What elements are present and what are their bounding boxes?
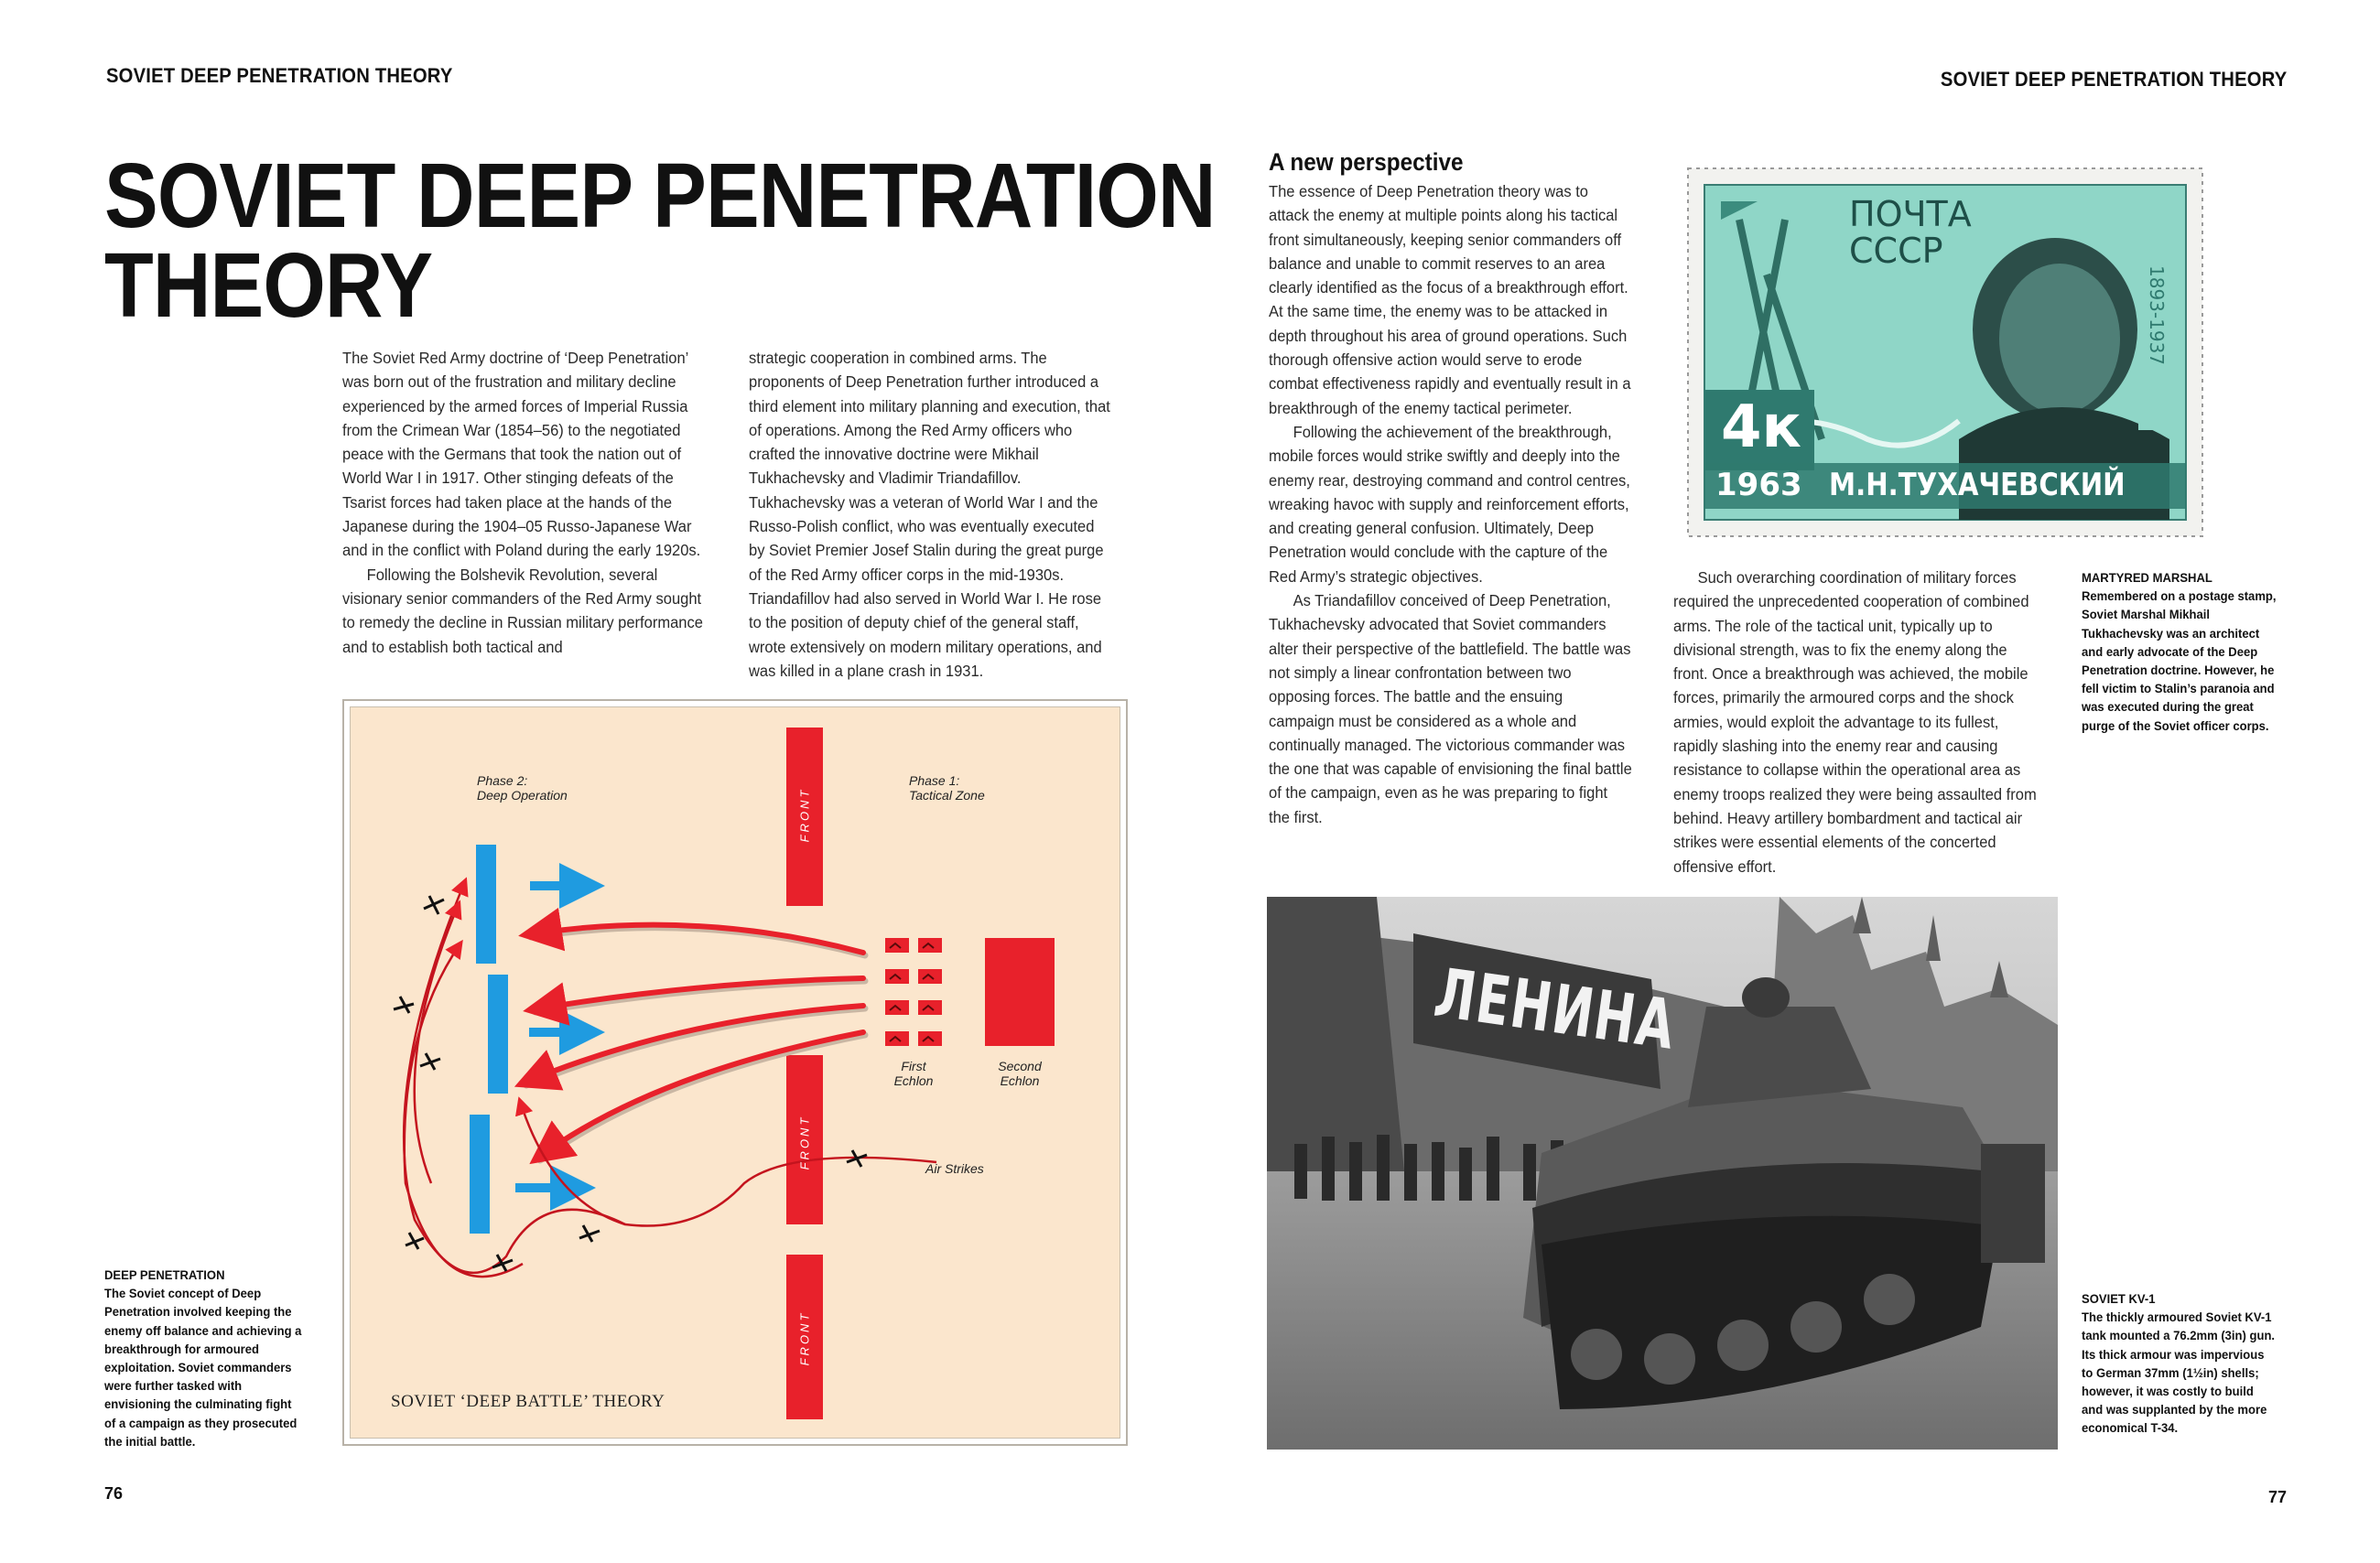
front-label-bottom: FRONT bbox=[797, 1310, 812, 1366]
lenin-banner: ЛЕНИНА bbox=[1430, 954, 1681, 1065]
caption-text: The Soviet concept of Deep Penetration involved keeping the enemy off balance and achieving a breakthrough for armoured exploitation. Soviet commanders were further tasked with envisioning the culminating fight of a campaign as they prosecuted the initial battle. bbox=[104, 1287, 302, 1450]
front-label-middle: FRONT bbox=[797, 1115, 812, 1170]
stamp-dates: 1893-1937 bbox=[2146, 265, 2168, 366]
caption-deep-penetration bbox=[104, 1267, 303, 1451]
left-column-1 bbox=[342, 346, 708, 659]
paragraph: Such overarching coordination of military forces required the unprecedented cooperation of combined arms. The role of the tactical unit, typically up to divisional strength, was to fix the enemy along the front. Once a breakthrough was achieved, the mobile forces, primarily the armoured corps and the shock armies, would exploit the advantage to its fullest, rapidly slashing into the enemy rear and causing resistance to collapse within the operational area as enemy troops realized they were being assaulted from behind. Heavy artillery bombardment and tactical air strikes were essential elements of the concerted offensive effort. bbox=[1673, 568, 2037, 876]
blue-bar-1 bbox=[476, 845, 496, 964]
diagram-canvas bbox=[350, 706, 1120, 1439]
stamp-name: М.Н.ТУХАЧЕВСКИЙ bbox=[1829, 467, 2126, 503]
paragraph: Following the achievement of the breakthrough, mobile forces would strike swiftly and deeply into the enemy rear, destroying command and control centres, wreaking havoc with supply and reinforcement efforts, and creating general confusion. Ultimately, Deep Penetration would conclude with the capture of the Red Army’s strategic objectives. bbox=[1269, 422, 1630, 586]
phase2-label: Phase 2: Deep Operation bbox=[477, 773, 568, 803]
running-head-left: SOVIET DEEP PENETRATION THEORY bbox=[106, 64, 453, 87]
running-head-right: SOVIET DEEP PENETRATION THEORY bbox=[1940, 68, 2287, 91]
postage-stamp bbox=[1684, 165, 2206, 540]
photo-graphic bbox=[1267, 897, 2058, 1450]
second-echelon-block bbox=[985, 938, 1055, 1046]
left-column-2 bbox=[749, 346, 1114, 683]
stamp-year: 1963 bbox=[1715, 467, 1802, 503]
front-label-top: FRONT bbox=[797, 787, 812, 843]
title-line-2: THEORY bbox=[104, 234, 433, 337]
caption-title: SOVIET KV-1 bbox=[2082, 1292, 2156, 1307]
phase1-label: Phase 1: Tactical Zone bbox=[909, 773, 985, 803]
caption-text: The thickly armoured Soviet KV-1 tank mounted a 76.2mm (3in) gun. Its thick armour was impervious to German 37mm (1½in) shells; however, it was costly to build and was supplanted by the more economical T-34. bbox=[2082, 1310, 2276, 1437]
diagram-title: SOVIET ‘DEEP BATTLE’ THEORY bbox=[391, 1392, 665, 1411]
title-line-1: SOVIET DEEP PENETRATION bbox=[104, 145, 1216, 247]
caption-title: MARTYRED MARSHAL bbox=[2082, 571, 2212, 586]
deep-battle-diagram bbox=[342, 699, 1128, 1446]
caption-title: DEEP PENETRATION bbox=[104, 1268, 225, 1283]
paragraph: strategic cooperation in combined arms. The proponents of Deep Penetration further introduced a third element into military planning and execution, that of operations. Among the Red Army officers who crafted the innovative doctrine were Mikhail Tukhachevsky and Vladimir Triandafillov. Tukhachevsky was a veteran of World War I and the Russo-Polish conflict, who was eventually executed by Soviet Premier Josef Stalin during the great purge of the Red Army officer corps in the mid-1930s. Triandafillov had also served in World War I. He rose to the position of deputy chief of the general staff, wrote extensively on modern military operations, and was killed in a plane crash in 1931. bbox=[749, 349, 1110, 680]
air-strikes-label: Air Strikes bbox=[925, 1161, 984, 1176]
stamp-value: 4к bbox=[1721, 393, 1801, 461]
paragraph: Following the Bolshevik Revolution, several visionary senior commanders of the Red Army sought to remedy the decline in Russian military performance and to establish both tactical and bbox=[342, 565, 703, 656]
blue-bar-2 bbox=[488, 975, 508, 1094]
right-column-2 bbox=[1673, 566, 2039, 879]
caption-text: Remembered on a postage stamp, Soviet Marshal Mikhail Tukhachevsky was an architect and early advocate of the Deep Penetration doctrine. However, he fell victim to Stalin’s paranoia and was executed during the great purge of the Soviet officer corps. bbox=[2082, 589, 2277, 734]
page-number-left: 76 bbox=[104, 1484, 124, 1503]
right-column-1 bbox=[1269, 179, 1632, 829]
caption-martyred-marshal bbox=[2082, 569, 2284, 736]
blue-bar-3 bbox=[470, 1115, 490, 1234]
paragraph: The Soviet Red Army doctrine of ‘Deep Penetration’ was born out of the frustration and military decline experienced by the armed forces of Imperial Russia from the Crimean War (1854–56) to the negotiated peace with the Germans that took the nation out of World War I in 1917. Other stinging defeats of the Tsarist forces had taken place at the hands of the Japanese during the 1904–05 Russo-Japanese War and in the conflict with Poland during the early 1920s. bbox=[342, 349, 701, 560]
page-title bbox=[104, 145, 1216, 337]
first-echelon-label: First Echlon bbox=[893, 1059, 934, 1088]
paragraph: The essence of Deep Penetration theory was to attack the enemy at multiple points along his tactical front simultaneously, keeping senior commanders off balance and unable to commit reserves to an area clearly identified as the focus of a breakthrough effort. At the same time, the enemy was to be attacked in depth throughout his area of ground operations. Such thorough offensive action would serve to erode combat effectiveness rapidly and eventually result in a breakthrough of the enemy tactical perimeter. bbox=[1269, 182, 1631, 417]
second-echelon-label: Second Echlon bbox=[998, 1059, 1042, 1088]
section-heading: A new perspective bbox=[1269, 148, 1464, 176]
first-echelon-units bbox=[885, 938, 942, 1046]
kv1-tank-photo bbox=[1267, 897, 2058, 1450]
paragraph: As Triandafillov conceived of Deep Penetration, Tukhachevsky advocated that Soviet commanders alter their perspective of the battlefield. The battle was not simply a linear confrontation between two opposing forces. The battle and the ensuing campaign must be considered as a whole and continually managed. The victorious commander was the one that was capable of envisioning the final battle of the campaign, even as he was preparing to fight the first. bbox=[1269, 591, 1632, 826]
stamp-pochta: ПОЧТА СССР bbox=[1849, 194, 1972, 271]
caption-kv1 bbox=[2082, 1290, 2276, 1439]
page-number-right: 77 bbox=[2268, 1488, 2288, 1506]
